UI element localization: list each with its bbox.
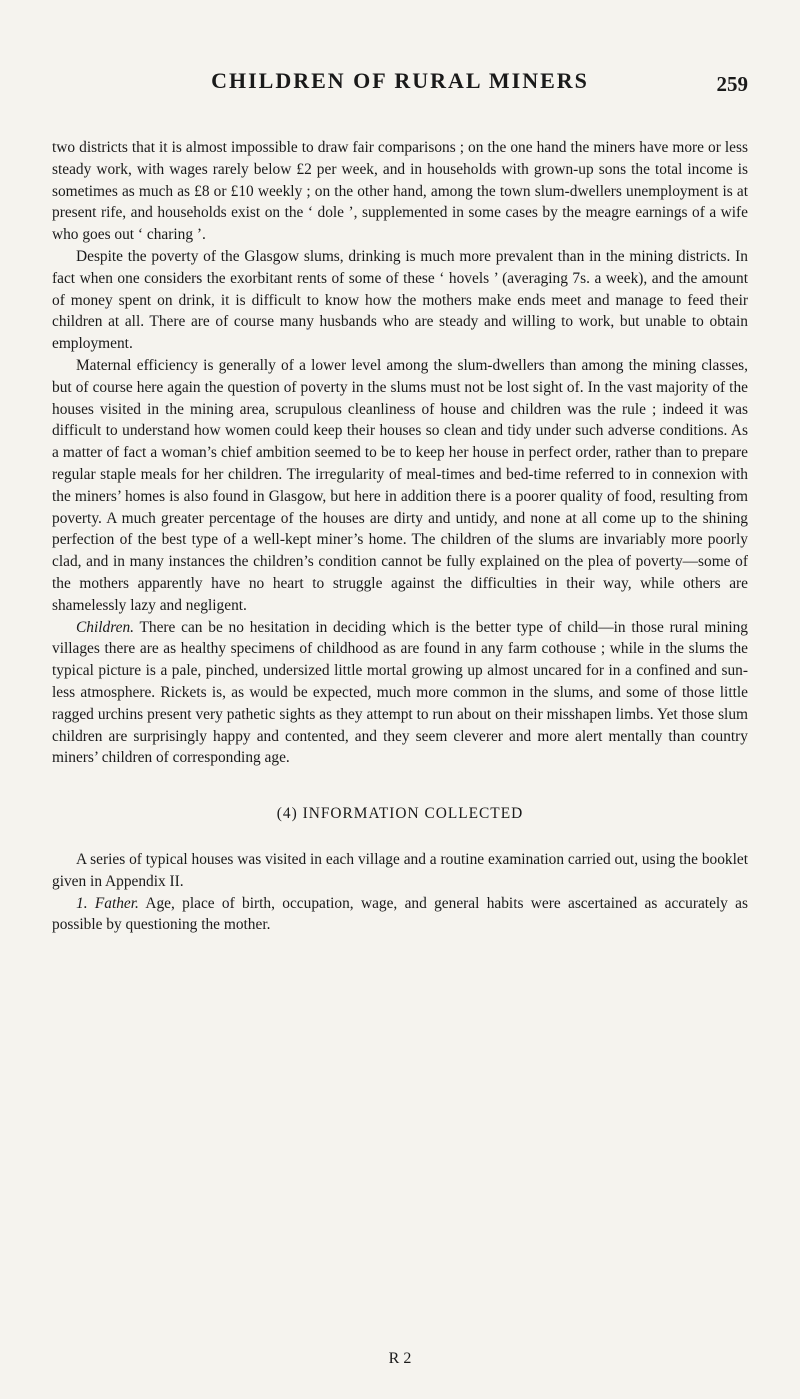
paragraph-text: Age, place of birth, occupation, wage, and general habits were ascertained as accurately as possible by questioning the mother. — [52, 894, 748, 934]
page-number: 259 — [716, 72, 748, 96]
body-text — [52, 137, 748, 936]
page-header — [52, 68, 748, 98]
paragraph: two districts that it is almost impossible to draw fair comparisons ; on the one hand the miners have more or less steady work, with wages rarely below £2 per week, and in households with grown-up sons the total income is sometimes as much as £8 or £10 weekly ; on the other hand, among the town slum-dwellers unemployment is at present rife, and households exist on the ‘ dole ’, supplemented in some cases by the meagre earnings of a wife who goes out ‘ charing ’. — [52, 139, 748, 244]
paragraph: Maternal efficiency is generally of a lower level among the slum-dwellers than among the mining classes, but of course here again the question of poverty in the slums must not be lost sight of. In the vast majority of the houses visited in the mining area, scrupulous cleanliness of house and children was the rule ; indeed it was difficult to understand how women could keep their houses so clean and tidy under such adverse conditions. As a matter of fact a woman’s chief ambition seemed to be to keep her house in perfect order, rather than to prepare regular staple meals for her children. The irregularity of meal-times and bed-time referred to in connexion with the miners’ homes is also found in Glasgow, but here in addition there is a poorer quality of food, resulting from poverty. A much greater percentage of the houses are dirty and untidy, and none at all come up to the shining perfection of the best type of a well-kept miner’s home. The children of the slums are invariably more poorly clad, and in many instances the children’s condition cannot be fully explained on the plea of poverty—some of the mothers apparently have no heart to struggle against the difficulties in their way, while others are shamelessly lazy and negligent. — [52, 356, 748, 614]
paragraph-text: There can be no hesitation in deciding which is the better type of child—in those rural mining villages there are as healthy specimens of childhood as are found in any farm cothouse ; while in the slums the typical picture is a pale, pinched, undersized little mortal growing up almost uncared for in a confined and sun-less atmosphere. Rickets is, as would be expected, much more common in the slums, and some of those little ragged urchins present very pathetic sights as they attempt to run about on their misshapen limbs. Yet those slum children are surprisingly happy and contented, and they seem cleverer and more alert mentally than country miners’ children of corresponding age. — [52, 618, 748, 767]
paragraph-lead: 1. Father. — [76, 894, 139, 912]
section-heading: (4) INFORMATION COLLECTED — [276, 805, 524, 823]
signature-mark: R 2 — [388, 1350, 412, 1367]
paragraph: A series of typical houses was visited in each village and a routine examination carried out, using the booklet given in Appendix II. — [52, 850, 748, 890]
paragraph — [52, 893, 748, 937]
paragraph-lead: Children. — [76, 618, 135, 636]
paragraph: Despite the poverty of the Glasgow slums, drinking is much more prevalent than in the mining districts. In fact when one considers the exorbitant rents of some of these ‘ hovels ’ (averaging 7s. a week), and the amount of money spent on drink, it is difficult to know how the mothers make ends meet and manage to feed their children at all. There are of course many husbands who are steady and willing to work, but unable to obtain employment. — [52, 247, 748, 353]
paragraph — [52, 617, 748, 770]
running-title: CHILDREN OF RURAL MINERS — [211, 68, 589, 93]
